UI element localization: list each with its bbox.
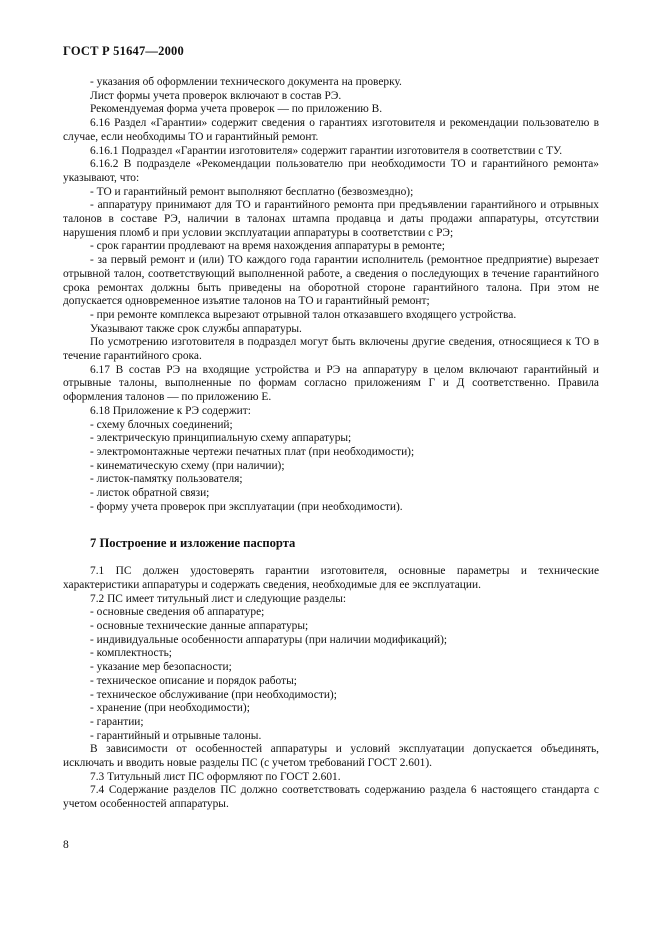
document-body [63,76,599,812]
list-item: - листок-памятку пользователя; [90,473,243,486]
section-heading: 7 Построение и изложение паспорта [90,535,296,550]
paragraph: Лист формы учета проверок включают в состав РЭ. [90,89,342,102]
list-item: - при ремонте комплекса вырезают отрывной талон отказавшего входящего устройства. [90,308,517,321]
paragraph: 7.3 Титульный лист ПС оформляют по ГОСТ 2.601. [90,770,341,783]
list-item: - индивидуальные особенности аппаратуры (при наличии модификаций); [90,633,448,646]
list-item: - форму учета проверок при эксплуатации (при необходимости). [90,500,403,513]
list-item: - листок обратной связи; [90,487,210,500]
paragraph: По усмотрению изготовителя в подраздел могут быть включены другие сведения, относящиеся к ТО в течение гарантийного срока. [63,336,599,363]
list-item: - техническое описание и порядок работы; [90,674,297,687]
paragraph: Рекомендуемая форма учета проверок — по приложению В. [90,103,383,116]
paragraph: 7.1 ПС должен удостоверять гарантии изготовителя, основные параметры и технические характеристики аппаратуры и содержать сведения, необходимые для ее эксплуатации. [63,565,599,591]
list-item: - срок гарантии продлевают на время нахождения аппаратуры в ремонте; [90,240,445,253]
paragraph: В зависимости от особенностей аппаратуры и условий эксплуатации допускается объединять, исключать и вводить новые разделы ПС (с учетом требований ГОСТ 2.601). [63,743,599,770]
page-number: 8 [63,839,69,851]
list-item: - аппаратуру принимают для ТО и гарантийного ремонта при предъявлении гарантийного и отрывных талонов в составе РЭ, наличии в талонах штампа продавца и даты продажи аппаратуры, отсутствии нарушения пломб и при условии эксплуатации аппаратуры в соответствии с РЭ; [63,199,599,239]
paragraph: 6.18 Приложение к РЭ содержит: [90,404,251,417]
paragraph: 6.16.2 В подразделе «Рекомендации пользователю при необходимости ТО и гарантийного ремонта» указывают, что: [63,158,599,184]
list-item: - электрическую принципиальную схему аппаратуры; [90,432,352,445]
list-item: - техническое обслуживание (при необходимости); [90,688,337,701]
list-item: - ТО и гарантийный ремонт выполняют бесплатно (безвозмездно); [90,185,414,198]
list-item: - кинематическую схему (при наличии); [90,459,285,472]
list-item: - комплектность; [90,647,172,660]
paragraph: 6.16 Раздел «Гарантии» содержит сведения о гарантиях изготовителя и рекомендации пользователю в случае, если необходимы ТО и гарантийный ремонт. [63,117,599,143]
paragraph: Указывают также срок службы аппаратуры. [90,322,302,335]
document-header: ГОСТ Р 51647—2000 [63,44,184,58]
list-item: - электромонтажные чертежи печатных плат (при необходимости); [90,445,415,458]
list-item: - основные сведения об аппаратуре; [90,606,265,619]
paragraph: 6.17 В состав РЭ на входящие устройства и РЭ на аппаратуру в целом включают гарантийный и отрывные талоны, выполненные по формам согласно приложениям Г и Д соответственно. Правила оформления талонов — по приложению Е. [63,363,599,404]
list-item: - гарантии; [90,715,144,728]
paragraph: 7.4 Содержание разделов ПС должно соответствовать содержанию раздела 6 настоящего стандарта с учетом особенностей аппаратуры. [63,784,599,811]
list-item: - указание мер безопасности; [90,661,232,674]
list-item: - хранение (при необходимости); [90,702,250,715]
list-item: - основные технические данные аппаратуры; [90,620,309,633]
list-item: - схему блочных соединений; [90,418,233,431]
paragraph: 7.2 ПС имеет титульный лист и следующие разделы: [90,592,347,605]
paragraph: - указания об оформлении технического документа на проверку. [90,76,402,88]
paragraph: 6.16.1 Подраздел «Гарантии изготовителя» содержит гарантии изготовителя в соответствии с ТУ. [90,144,563,157]
list-item: - за первый ремонт и (или) ТО каждого года гарантии исполнитель (ремонтное предприятие) вырезает отрывной талон, соответствующий выполненной работе, а сведения о последующих в течение гарантийного срока ремонтах должны быть приведены на оборотной стороне гарантийного талона. При этом не допускается одновременное изъятие талонов на ТО и гарантийный ремонт; [63,254,599,308]
list-item: - гарантийный и отрывные талоны. [90,729,262,742]
